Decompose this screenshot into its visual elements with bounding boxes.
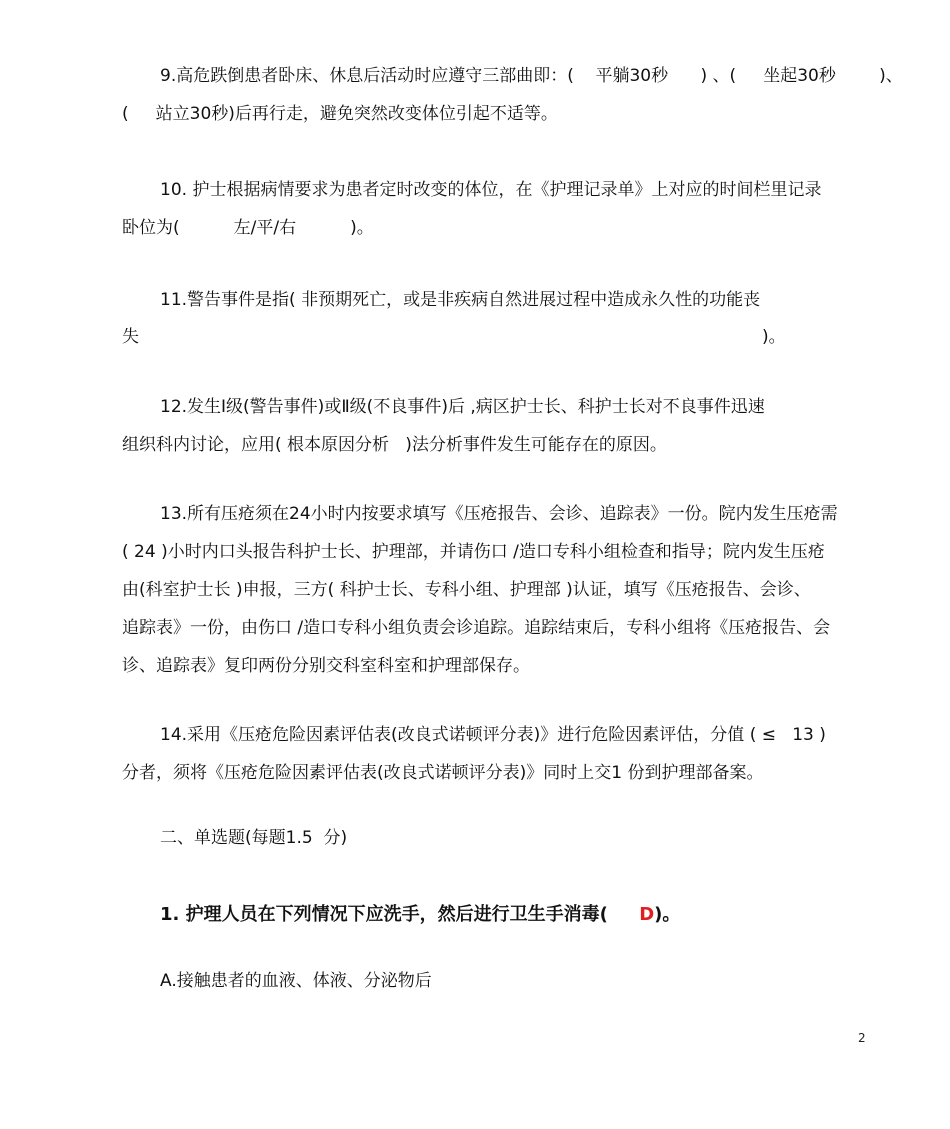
mcq-question-1: [160, 903, 680, 927]
q9-line2: ( 站立30秒)后再行走，避免突然改变体位引起不适等。: [122, 104, 558, 124]
mcq-q1-text: 1. 护理人员在下列情况下应洗手，然后进行卫生手消毒(: [160, 904, 640, 925]
page-number: 2: [858, 1031, 866, 1045]
q10-line2: 卧位为( 左/平/右 )。: [122, 218, 374, 238]
section-heading: 二、单选题(每题1.5 分): [160, 828, 348, 848]
q9-line1: 9.高危跌倒患者卧床、休息后活动时应遵守三部曲即：( 平躺30秒 ) 、( 坐起30秒 )、: [160, 66, 903, 86]
q11-line1: 11.警告事件是指( 非预期死亡，或是非疾病自然进展过程中造成永久性的功能丧: [160, 290, 761, 310]
q11-line2-end: )。: [762, 327, 786, 347]
q12-line2: 组织科内讨论，应用( 根本原因分析 )法分析事件发生可能存在的原因。: [122, 435, 667, 455]
q13-line4: 追踪表》一份，由伤口 /造口专科小组负责会诊追踪。追踪结束后，专科小组将《压疮报告、会: [122, 618, 831, 638]
q12-line1: 12.发生Ⅰ级(警告事件)或Ⅱ级(不良事件)后 ,病区护士长、科护士长对不良事件迅速: [160, 397, 765, 417]
q10-line1: 10. 护士根据病情要求为患者定时改变的体位，在《护理记录单》上对应的时间栏里记录: [160, 180, 822, 200]
q14-line1: 14.采用《压疮危险因素评估表(改良式诺顿评分表)》进行危险因素评估，分值 ( ≤ 13 ): [160, 725, 826, 745]
q11-line2-start: 失: [122, 327, 139, 347]
q13-line3: 由(科室护士长 )申报，三方( 科护士长、专科小组、护理部 )认证，填写《压疮报告、会诊、: [122, 580, 811, 600]
q13-line2: ( 24 )小时内口头报告科护士长、护理部，并请伤口 /造口专科小组检查和指导；院内发生压疮: [122, 542, 825, 562]
q14-line2: 分者，须将《压疮危险因素评估表(改良式诺顿评分表)》同时上交1 份到护理部备案。: [122, 763, 764, 783]
mcq-option-a: A.接触患者的血液、体液、分泌物后: [160, 971, 432, 991]
q13-line1: 13.所有压疮须在24小时内按要求填写《压疮报告、会诊、追踪表》一份。院内发生压疮需: [160, 504, 838, 524]
q13-line5: 诊、追踪表》复印两份分别交科室科室和护理部保存。: [122, 656, 530, 676]
mcq-q1-end: )。: [654, 904, 681, 925]
mcq-q1-answer: D: [639, 904, 655, 925]
